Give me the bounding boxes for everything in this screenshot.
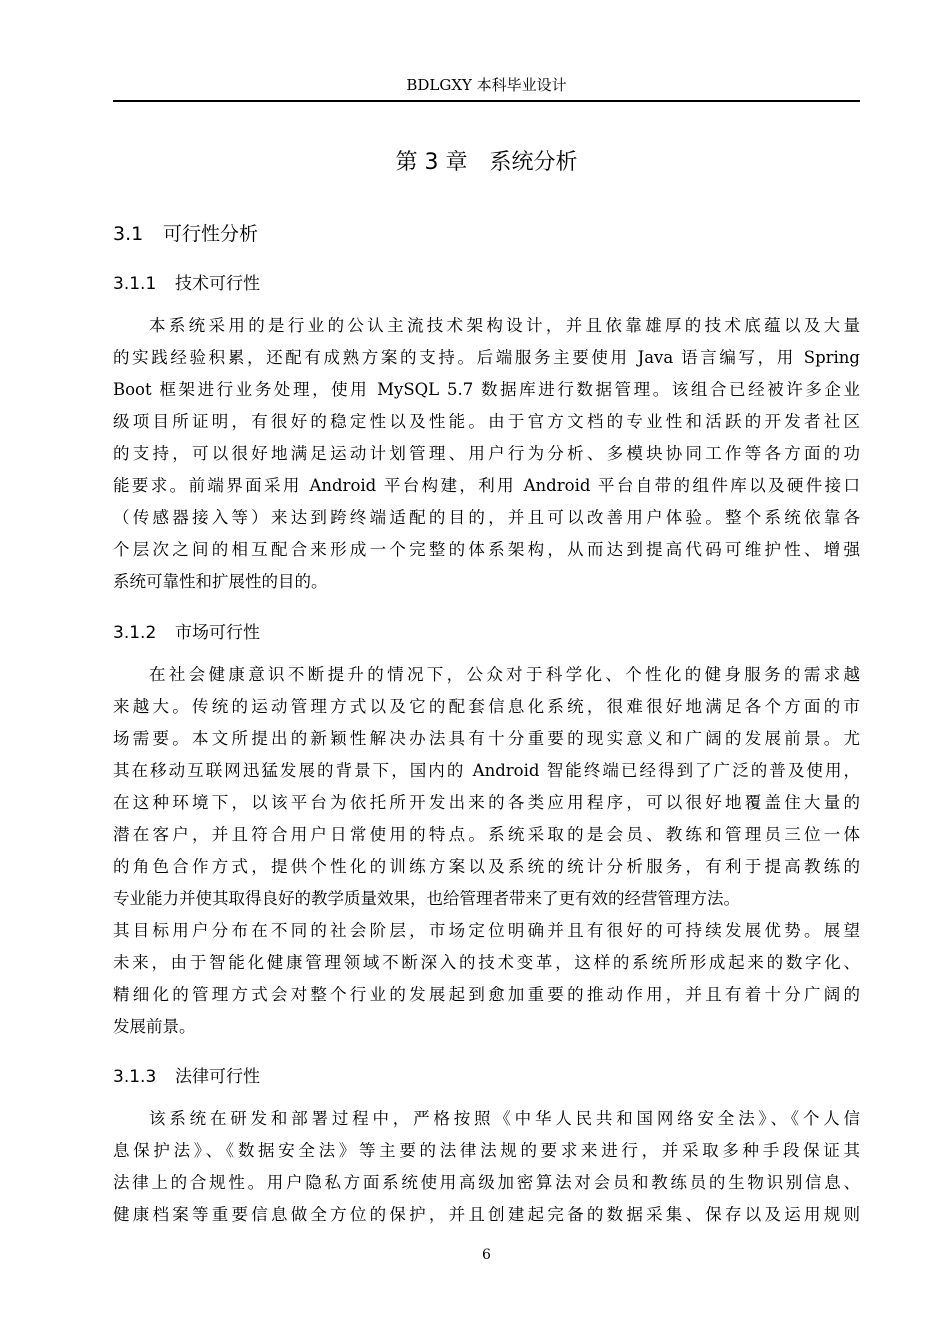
text-line: 能要求。前端界面采用 Android 平台构建，利用 Android 平台自带的组件库以及硬件接口 [113,476,860,495]
text-line: 健康档案等重要信息做全方位的保护，并且创建起完备的数据采集、保存以及运用规则 [113,1205,860,1224]
header-rule [113,100,860,102]
chapter-number: 第 3 章 [395,150,468,175]
text-line: 来越大。传统的运动管理方式以及它的配套信息化系统，很难很好地满足各个方面的市 [113,697,860,716]
text-line: 个层次之间的相互配合来形成一个完整的体系架构，从而达到提高代码可维护性、增强 [113,540,860,559]
text-line: 该系统在研发和部署过程中，严格按照《中华人民共和国网络安全法》、《个人信 [149,1109,860,1128]
text-line: 在这种环境下，以该平台为依托所开发出来的各类应用程序，可以很好地覆盖住大量的 [113,793,860,812]
section-heading-3-1 [113,220,258,248]
text-line: 发展前景。 [113,1017,196,1036]
text-line: 未来，由于智能化健康管理领域不断深入的技术变革，这样的系统所形成起来的数字化、 [113,953,860,972]
subsection-title: 法律可行性 [175,1067,260,1087]
text-line: 息保护法》、《数据安全法》等主要的法律法规的要求来进行，并采取多种手段保证其 [113,1141,860,1160]
section-title: 可行性分析 [163,223,259,245]
paragraph-technical-feasibility [113,310,860,598]
text-line: 精细化的管理方式会对整个行业的发展起到愈加重要的推动作用，并且有着十分广阔的 [113,985,860,1004]
chapter-title [113,146,860,180]
running-header: BDLGXY 本科毕业设计 [406,76,567,94]
text-line: 其目标用户分布在不同的社会阶层，市场定位明确并且有很好的可持续发展优势。展望 [113,921,860,940]
text-line: 在社会健康意识不断提升的情况下，公众对于科学化、个性化的健身服务的需求越 [149,665,860,684]
text-line: Boot 框架进行业务处理，使用 MySQL 5.7 数据库进行数据管理。该组合已经被许多企业 [113,380,860,399]
text-line: 潜在客户，并且符合用户日常使用的特点。系统采取的是会员、教练和管理员三位一体 [113,825,860,844]
subsection-number: 3.1.3 [113,1067,157,1087]
text-line: 级项目所证明，有很好的稳定性以及性能。由于官方文档的专业性和活跃的开发者社区 [113,412,860,431]
subsection-number: 3.1.2 [113,623,157,643]
subsection-heading-3-1-1 [113,271,260,297]
text-line: （传感器接入等）来达到跨终端适配的目的，并且可以改善用户体验。整个系统依靠各 [113,508,860,527]
text-line: 本系统采用的是行业的公认主流技术架构设计，并且依靠雄厚的技术底蕴以及大量 [149,316,860,335]
paragraph-market-feasibility [113,659,860,1043]
text-line: 系统可靠性和扩展性的目的。 [113,572,328,591]
text-line: 专业能力并使其取得良好的教学质量效果，也给管理者带来了更有效的经营管理方法。 [113,889,740,908]
text-line: 场需要。本文所提出的新颖性解决办法具有十分重要的现实意义和广阔的发展前景。尤 [113,729,860,748]
subsection-number: 3.1.1 [113,274,157,294]
text-line: 的角色合作方式，提供个性化的训练方案以及系统的统计分析服务，有利于提高教练的 [113,857,860,876]
text-line: 的支持，可以很好地满足运动计划管理、用户行为分析、多模块协同工作等各方面的功 [113,444,860,463]
text-line: 的实践经验积累，还配有成熟方案的支持。后端服务主要使用 Java 语言编写，用 Spring [113,348,860,367]
text-line: 其在移动互联网迅猛发展的背景下，国内的 Android 智能终端已经得到了广泛的普及使用， [113,761,860,780]
paragraph-legal-feasibility [113,1103,860,1231]
section-number: 3.1 [113,223,144,245]
page-number: 6 [482,1247,491,1263]
chapter-name: 系统分析 [489,150,578,175]
subsection-title: 技术可行性 [175,274,260,294]
subsection-heading-3-1-3 [113,1064,260,1090]
subsection-heading-3-1-2 [113,620,260,646]
text-line: 法律上的合规性。用户隐私方面系统使用高级加密算法对会员和教练员的生物识别信息、 [113,1173,860,1192]
subsection-title: 市场可行性 [175,623,260,643]
